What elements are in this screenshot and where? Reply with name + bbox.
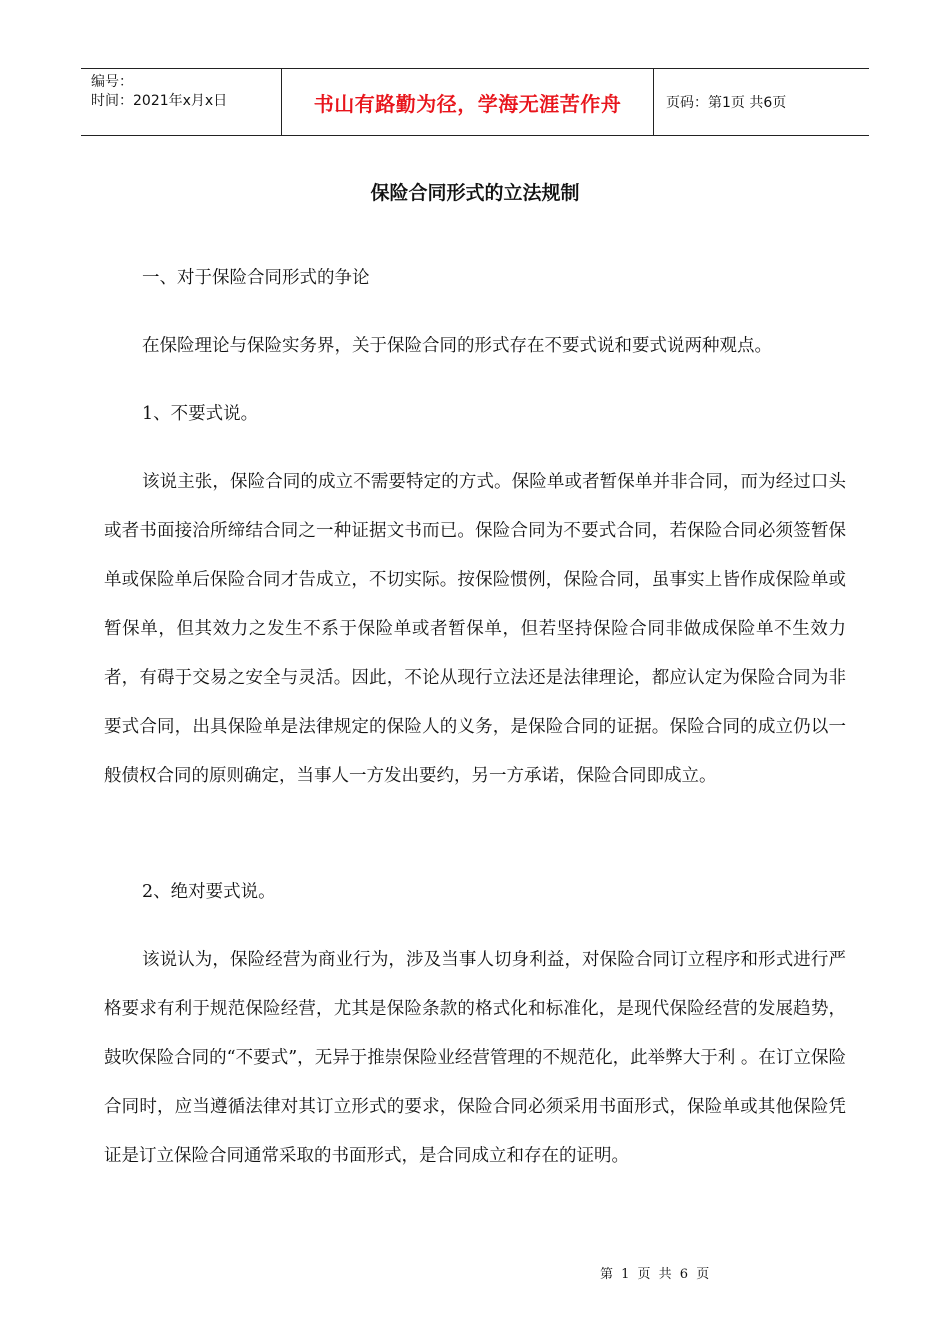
header-page-info: 页码：第1页 共6页 <box>666 95 787 111</box>
paragraph-absolute-formal: 该说认为，保险经营为商业行为，涉及当事人切身利益，对保险合同订立程序和形式进行严格要求有利于规范保险经营，尤其是保险条款的格式化和标准化，是现代保险经营的发展趋势，鼓吹保险合同的“不要式”，无异于推崇保险业经营管理的不规范化，此举弊大于利 。在订立保险合同时，应当遵循法律对其订立形式的要求，保险合同必须采用书面形式，保险单或其他保险凭证是订立保险合同通常采取的书面形式，是合同成立和存在的证明。 <box>104 950 846 1166</box>
intro-paragraph: 在保险理论与保险实务界，关于保险合同的形式存在不要式说和要式说两种观点。 <box>142 336 772 356</box>
header-table <box>81 68 869 136</box>
header-motto: 书山有路勤为径，学海无涯苦作舟 <box>282 69 654 135</box>
document-title: 保险合同形式的立法规制 <box>370 182 580 204</box>
paragraph-non-formal: 该说主张，保险合同的成立不需要特定的方式。保险单或者暂保单并非合同，而为经过口头或者书面接洽所缔结合同之一种证据文书而已。保险合同为不要式合同，若保险合同必须签暂保单或保险单后保险合同才告成立，不切实际。按保险惯例，保险合同，虽事实上皆作成保险单或暂保单，但其效力之发生不系于保险单或者暂保单，但若坚持保险合同非做成保险单不生效力者，有碍于交易之安全与灵活。因此，不论从现行立法还是法律理论，都应认定为保险合同为非要式合同，出具保险单是法律规定的保险人的义务，是保险合同的证据。保险合同的成立仍以一般债权合同的原则确定，当事人一方发出要约，另一方承诺，保险合同即成立。 <box>104 472 846 786</box>
document-date: 时间：2021年x月x日 <box>91 93 228 109</box>
page-footer: 第 1 页 共 6 页 <box>600 1267 712 1282</box>
subheading-non-formal: 1、不要式说。 <box>142 404 259 424</box>
section-heading: 一、对于保险合同形式的争论 <box>142 268 370 288</box>
subheading-absolute-formal: 2、绝对要式说。 <box>142 882 276 902</box>
header-meta-cell <box>81 69 282 135</box>
document-number-label: 编号： <box>91 74 133 90</box>
